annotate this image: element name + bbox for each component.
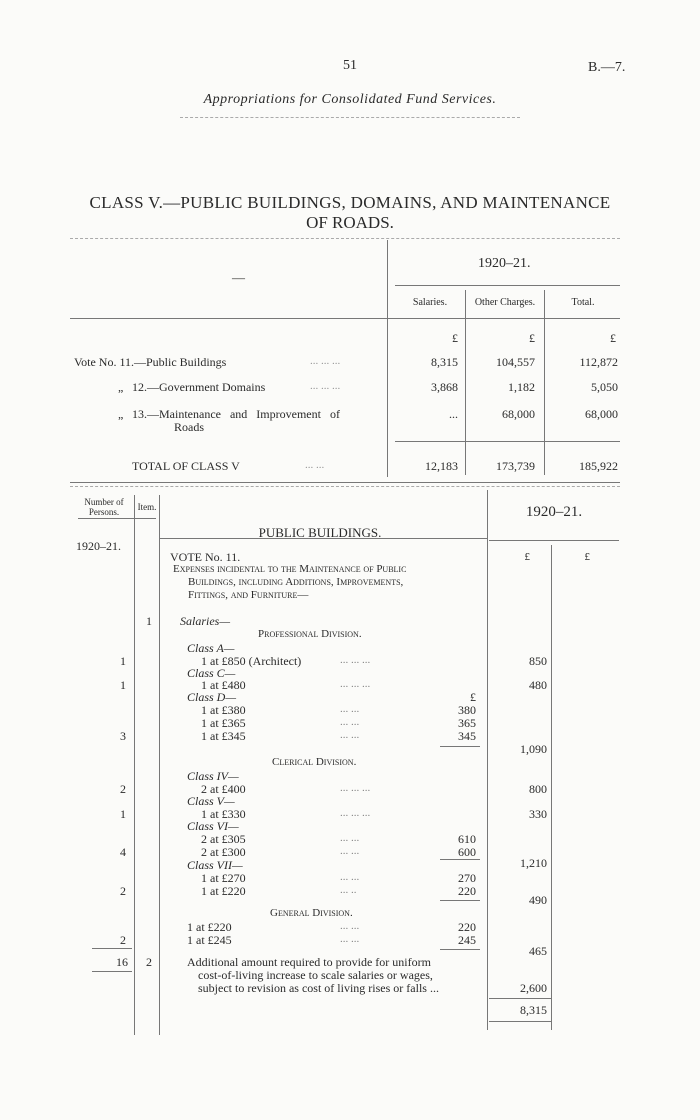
summary-other: 104,557 [496,355,535,369]
salary-line: 2 at £300 [201,845,246,859]
salary-line: 1 at £365 [201,716,246,730]
leader-dots: ... ... [340,933,360,945]
summary-total: 68,000 [585,407,618,421]
salary-line: 1 at £245 [187,933,232,947]
vote-description: Fittings, and Furniture— [188,589,309,601]
amount: 330 [529,807,547,821]
class-heading: Class D— [187,690,237,704]
amount: 1,090 [520,742,547,756]
summary-total-total: 185,922 [579,459,618,473]
currency: £ [452,331,458,345]
additional-text: subject to revision as cost of living rises or falls ... [198,981,439,995]
summary-row-label: 13.—Maintenance and Improvement of [132,407,340,421]
summary-total-other: 173,739 [496,459,535,473]
persons-total: 16 [116,955,128,969]
persons-count: 1 [120,654,126,668]
summary-total-label: TOTAL OF CLASS V [132,459,240,473]
persons-count: 4 [120,845,126,859]
amount: 800 [529,782,547,796]
item-number: 2 [146,955,152,969]
sub-amount: 220 [458,920,476,934]
leader-dots: ... .. [340,884,357,896]
leader-dots: ... ... [340,703,360,715]
summary-salaries: ... [449,407,458,421]
sub-amount: 600 [458,845,476,859]
sub-amount: 220 [458,884,476,898]
currency: £ [529,331,535,345]
persons-count: 1 [120,807,126,821]
sub-amount: 270 [458,871,476,885]
sub-amount: 245 [458,933,476,947]
page-number: 51 [343,58,357,73]
class-title-line1: CLASS V.—PUBLIC BUILDINGS, DOMAINS, AND MAINTENANCE [89,193,611,212]
detail-year: 1920–21. [525,504,583,520]
additional-text: cost-of-living increase to scale salaries or wages, [198,968,433,982]
class-heading: Class IV— [187,769,239,783]
amount: 490 [529,893,547,907]
summary-year: 1920–21. [478,256,531,271]
salary-line: 2 at £400 [201,782,246,796]
leader-dots: ... ... ... [340,678,371,690]
summary-row-label: 12.—Government Domains [132,380,266,394]
leader-dots: ... ... ... [310,355,341,367]
salary-line: 1 at £345 [201,729,246,743]
leader-dots: ... ... [340,832,360,844]
sub-amount: 380 [458,703,476,717]
col-number-persons: Number of Persons. [84,497,124,517]
salary-line: 2 at £305 [201,832,246,846]
ditto-mark: „ [118,380,124,394]
salary-line: 1 at £850 (Architect) [201,654,302,668]
leader-dots: ... ... ... [340,782,371,794]
class-heading: Class A— [187,641,235,655]
persons-year: 1920–21. [76,539,121,553]
header-rule [180,117,520,118]
leader-dots: ... ... [340,716,360,728]
summary-other: 1,182 [508,380,535,394]
class-heading: Class VI— [187,819,239,833]
class-heading: Class C— [187,666,236,680]
class-heading: Class VII— [187,858,243,872]
section-title: PUBLIC BUILDINGS. [258,525,382,540]
salaries-label: Salaries— [180,614,231,628]
class-heading: Class V— [187,794,235,808]
summary-other: 68,000 [502,407,535,421]
additional-text: Additional amount required to provide for uniform [187,955,431,969]
summary-salaries: 8,315 [431,355,458,369]
persons-count: 1 [120,678,126,692]
vote-description: Buildings, including Additions, Improvements, [188,576,404,588]
sub-amount: 345 [458,729,476,743]
salary-line: 1 at £480 [201,678,246,692]
sub-amount: 365 [458,716,476,730]
leader-dots: ... ... ... [340,654,371,666]
leader-dots: ... ... [340,729,360,741]
col-salaries: Salaries. [412,297,448,308]
currency: £ [524,551,530,563]
document-ref: B.—7. [588,60,626,75]
summary-row-label-cont: Roads [174,420,204,434]
col-item: Item. [137,502,157,512]
currency: £ [470,690,476,704]
amount: 480 [529,678,547,692]
division-heading: General Division. [270,907,353,919]
amount: 1,210 [520,856,547,870]
currency: £ [610,331,616,345]
summary-total: 5,050 [591,380,618,394]
ditto-mark: „ [118,407,124,421]
summary-total: 112,872 [579,355,618,369]
class-title-line2: OF ROADS. [306,213,394,232]
vote-number: VOTE No. 11. [170,550,241,564]
amount: 465 [529,944,547,958]
salary-line: 1 at £330 [201,807,246,821]
item-number: 1 [146,614,152,628]
persons-count: 3 [120,729,126,743]
vote-description: Expenses incidental to the Maintenance of Public [173,563,407,575]
leader-dots: ... ... [305,459,325,471]
currency: £ [584,551,590,563]
division-heading: Professional Division. [258,628,362,640]
summary-salaries: 3,868 [431,380,458,394]
amount: 2,600 [520,981,547,995]
summary-row-label: Vote No. 11.—Public Buildings [74,355,227,369]
col-other-charges: Other Charges. [474,297,536,308]
leader-dots: ... ... ... [340,807,371,819]
leader-dots: ... ... [340,845,360,857]
salary-line: 1 at £270 [201,871,246,885]
salary-line: 1 at £220 [187,920,232,934]
amount: 850 [529,654,547,668]
sub-amount: 610 [458,832,476,846]
running-title: Appropriations for Consolidated Fund Services. [203,92,497,107]
vote-total: 8,315 [520,1003,547,1017]
persons-count: 2 [120,933,126,947]
leader-dots: ... ... ... [310,380,341,392]
salary-line: 1 at £220 [201,884,246,898]
leader-dots: ... ... [340,871,360,883]
division-heading: Clerical Division. [272,756,357,768]
summary-stub: — [232,270,245,285]
persons-count: 2 [120,782,126,796]
summary-total-salaries: 12,183 [425,459,458,473]
salary-line: 1 at £380 [201,703,246,717]
leader-dots: ... ... [340,920,360,932]
persons-count: 2 [120,884,126,898]
col-total: Total. [571,297,595,308]
